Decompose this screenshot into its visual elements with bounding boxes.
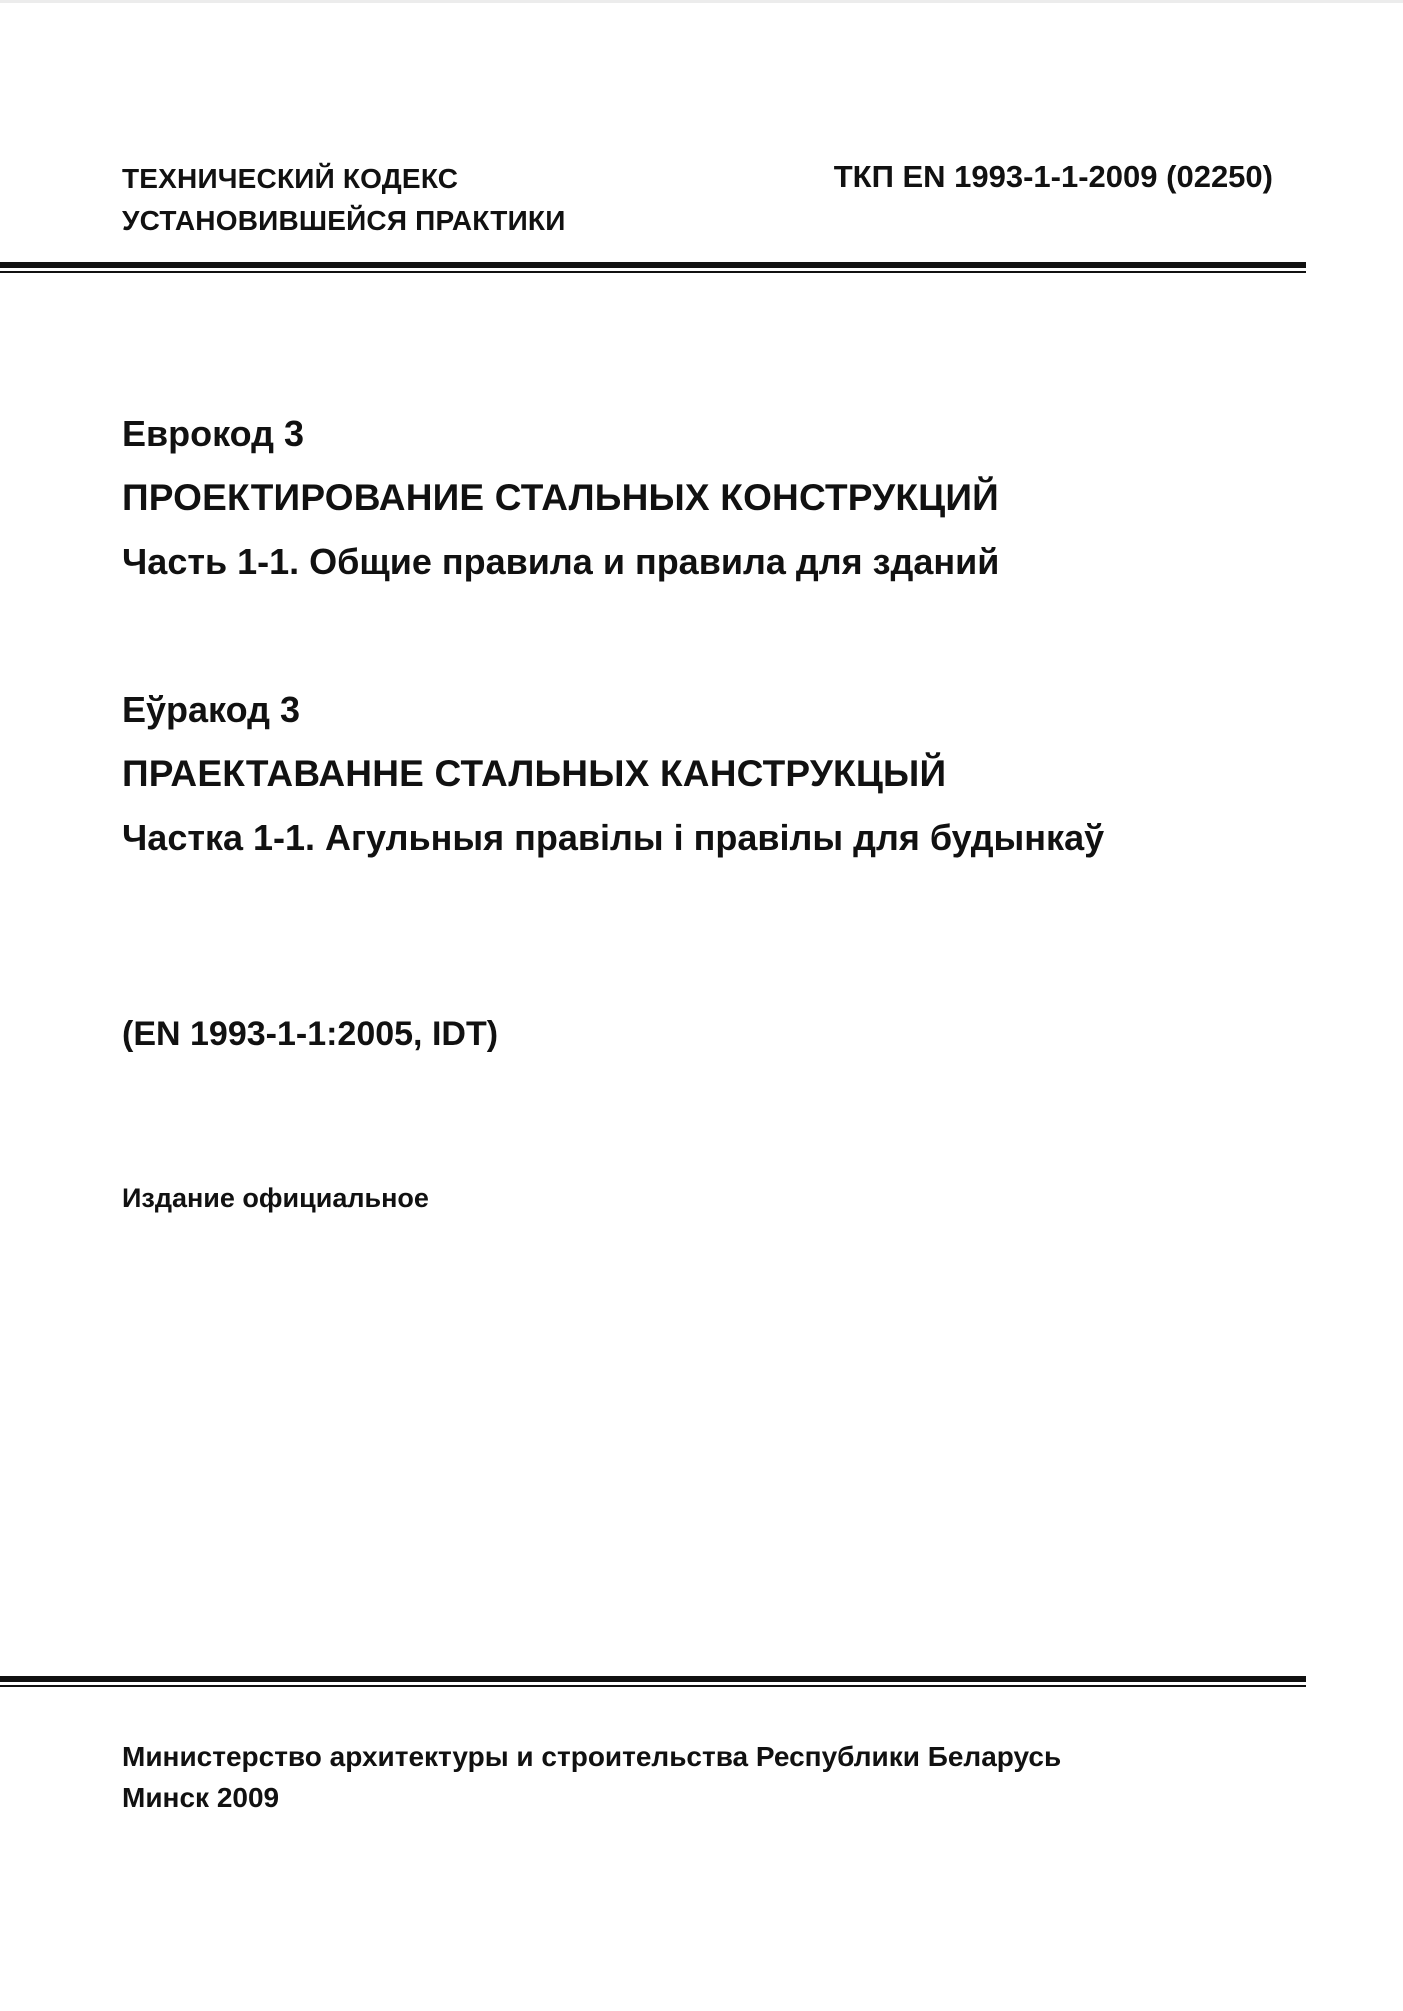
russian-part-title: Часть 1-1. Общие правила и правила для зданий — [122, 541, 1000, 582]
belarusian-part-title: Частка 1-1. Агульныя правілы і правілы для будынкаў — [122, 817, 1105, 858]
header-double-rule — [0, 262, 1306, 273]
edition-label: Издание официальное — [122, 1183, 429, 1213]
document-category — [122, 158, 566, 242]
document-designation: ТКП EN 1993-1-1-2009 (02250) — [833, 159, 1273, 194]
category-line-2: УСТАНОВИВШЕЙСЯ ПРАКТИКИ — [122, 205, 566, 236]
rule-thin-line — [0, 271, 1306, 273]
category-line-1: ТЕХНИЧЕСКИЙ КОДЕКС — [122, 163, 459, 194]
footer-double-rule — [0, 1676, 1306, 1687]
rule-thin-line — [0, 1685, 1306, 1687]
russian-eurocode-label: Еврокод 3 — [122, 413, 305, 454]
publication-city-year: Минск 2009 — [122, 1782, 280, 1813]
belarusian-title: ПРАЕКТАВАННЕ СТАЛЬНЫХ КАНСТРУКЦЫЙ — [122, 753, 947, 794]
equivalence-reference: (EN 1993-1-1:2005, IDT) — [122, 1015, 499, 1053]
publisher-name: Министерство архитектуры и строительства Республики Беларусь — [122, 1741, 1062, 1772]
publisher-block — [122, 1736, 1061, 1818]
belarusian-eurocode-label: Еўракод 3 — [122, 689, 300, 730]
russian-title: ПРОЕКТИРОВАНИЕ СТАЛЬНЫХ КОНСТРУКЦИЙ — [122, 477, 999, 518]
